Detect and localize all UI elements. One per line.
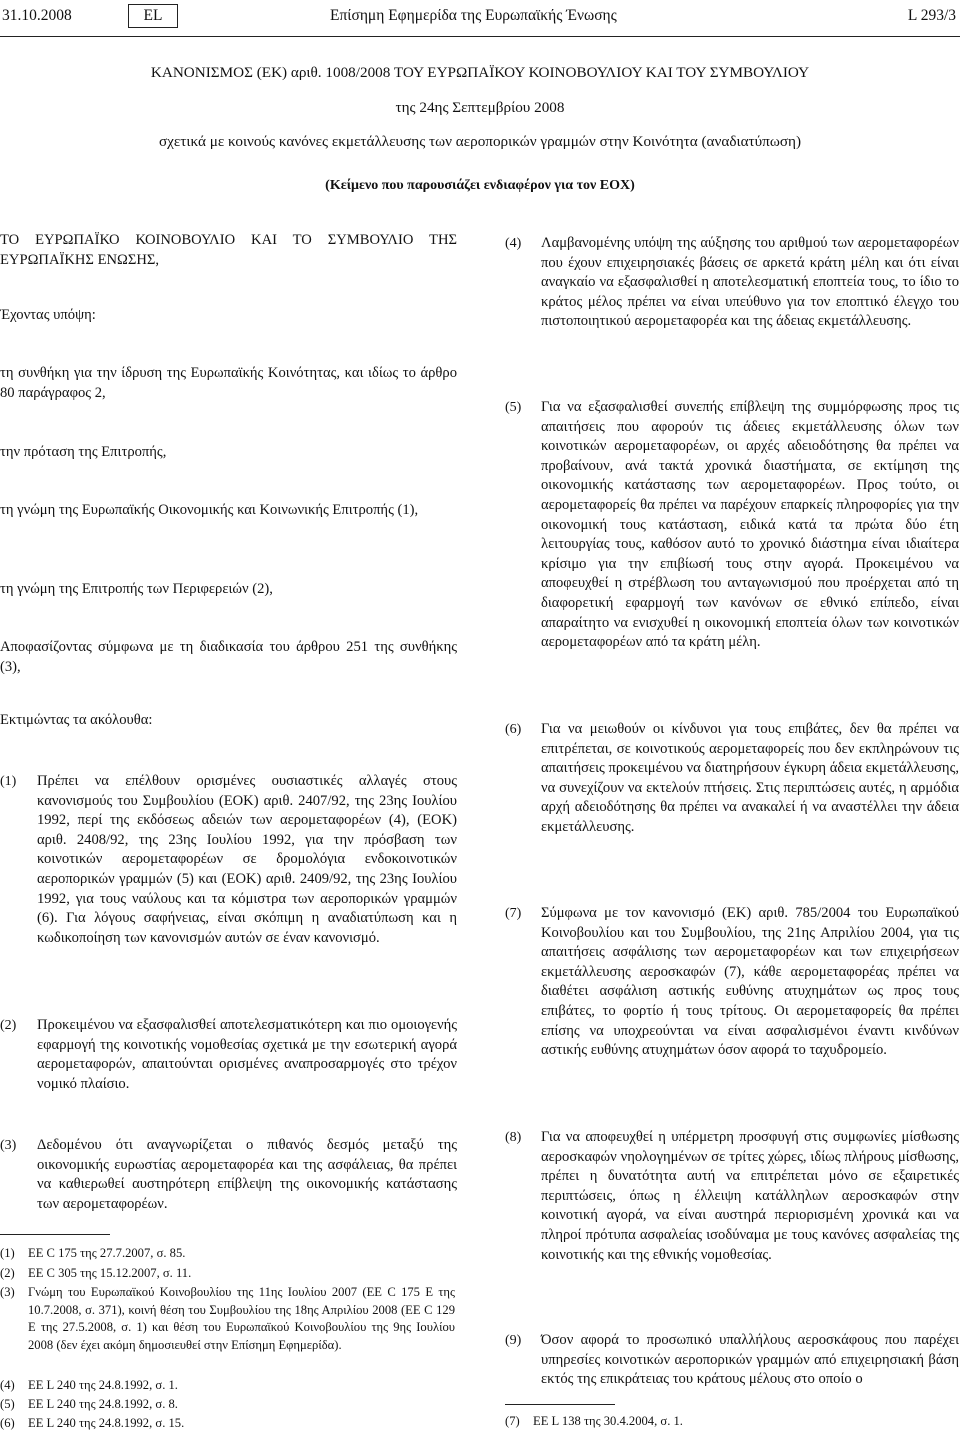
having-regard: Έχοντας υπόψη: [0, 307, 96, 323]
footnote-rule [505, 1404, 615, 1405]
eea-relevance: (Κείμενο που παρουσιάζει ενδιαφέρον για τον ΕΟΧ) [325, 178, 635, 193]
recital-number: (4) [505, 236, 522, 251]
recital-text: Δεδομένου ότι αναγνωρίζεται ο πιθανός δεσμός μεταξύ της οικονομικής ευρωστίας αερομεταφορέα και της ασφάλειας, θα πρέπει να καθιερωθεί αυστηρότερη επίβλεψη της οικονομικής κατάστασης των αερομεταφορέων. [37, 1137, 457, 1212]
footnote-2: (2) ΕΕ C 305 της 15.12.2007, σ. 11. [0, 1266, 192, 1280]
left-column [0, 0, 457, 1435]
footnote-rule [0, 1234, 110, 1235]
citation-eesc: τη γνώμη της Ευρωπαϊκής Οικονομικής και Κοινωνικής Επιτροπής (1), [0, 502, 419, 518]
language-badge: EL [128, 4, 178, 28]
recital-text: Πρέπει να επέλθουν ορισμένες ουσιαστικές αλλαγές στους κανονισμούς του Συμβουλίου (ΕΟΚ) αριθ. 2407/92, της 23ης Ιουλίου 1992, περί της εκδόσεως αδειών των αερομεταφορέων (4), (ΕΟΚ) αριθ. 2408/92, της 23ης Ιουλίου 1992, για την πρόσβαση των κοινοτικών αερομεταφορέων σε δρομολόγια ενδοκοινοτικών αεροπορικών γραμμών (5) και (ΕΟΚ) αριθ. 2409/92, της 23ης Ιουλίου 1992, για τους ναύλους και τα κόμιστρα των αεροπορικών γραμμών (6). Για λόγους σαφήνειας, είναι σκόπιμη η αναδιατύπωση και η κωδικοποίηση των κανονισμών αυτών σε έναν κανονισμό. [37, 773, 457, 946]
citation-cor: τη γνώμη της Επιτροπής των Περιφερειών (2), [0, 581, 273, 597]
recital-number: (6) [505, 722, 522, 737]
recital-number: (8) [505, 1130, 522, 1145]
citation-procedure: Αποφασίζοντας σύμφωνα με τη διαδικασία του άρθρου 251 της συνθήκης (3), [0, 639, 457, 675]
recital-number: (7) [505, 906, 522, 921]
footnote-7: (7) ΕΕ L 138 της 30.4.2004, σ. 1. [505, 1414, 683, 1428]
footnote-4: (4) ΕΕ L 240 της 24.8.1992, σ. 1. [0, 1378, 178, 1392]
recital-text: Για να αποφευχθεί η υπέρμετρη προσφυγή στις συμφωνίες μίσθωσης αεροσκαφών νηολογημένων σε τρίτες χώρες, ιδίως πλήρους μίσθωσης, πρέπει η δυνατότητα αυτή να επιτρέπεται μόνο σε εξαιρετικές περιπτώσεις, όπως η έλλειψη κατάλληλων αεροσκαφών στην κοινοτική αγορά, να είναι αυστηρά περιορισμένη χρονικά και να πληροί πρότυπα ασφαλείας ισοδύναμα με τους κανόνες ασφαλείας της κοινοτικής και της εθνικής νομοθεσίας. [541, 1129, 959, 1263]
recital-number: (1) [0, 774, 17, 789]
publication-date: 31.10.2008 [2, 7, 72, 24]
page-reference: L 293/3 [907, 7, 956, 24]
preamble-intro: ΤΟ ΕΥΡΩΠΑΪΚΟ ΚΟΙΝΟΒΟΥΛΙΟ ΚΑΙ ΤΟ ΣΥΜΒΟΥΛΙΟ ΤΗΣ ΕΥΡΩΠΑΪΚΗΣ ΕΝΩΣΗΣ, [0, 232, 457, 268]
recital-text: Λαμβανομένης υπόψη της αύξησης του αριθμού των αερομεταφορέων που έχουν επιχειρησιακές βάσεις σε αρκετά κράτη μέλη και ότι είναι αναγκαίο να εξασφαλισθεί η αποτελεσματική εποπτεία τους, το ίδιο το κράτος μέλος πρέπει να είναι υπεύθυνο για τον εποπτικό έλεγχο του πιστοποιητικού αερομεταφορέα και της άδειας εκμετάλλευσης. [541, 235, 959, 330]
recital-text: Προκειμένου να εξασφαλισθεί αποτελεσματικότερη και πιο ομοιογενής εφαρμογή της κοινοτικής νομοθεσίας σχετικά με την εσωτερική αγορά αερομεταφορών, απαιτούνται ορισμένες αναπροσαρμογές στο τρέχον νομικό πλαίσιο. [37, 1017, 457, 1092]
recital-text: Όσον αφορά το προσωπικό υπαλλήλους αεροσκάφους που παρέχει υπηρεσίες κοινοτικών αεροπορικών γραμμών από επιχειρησιακή βάση εκτός της επικράτειας του κράτους μέλους στο οποίο ο [541, 1332, 959, 1388]
recital-text: Σύμφωνα με τον κανονισμό (ΕΚ) αριθ. 785/2004 του Ευρωπαϊκού Κοινοβουλίου και του Συμβουλίου, της 21ης Απριλίου 2004, για τις απαιτήσεις ασφάλισης των αερομεταφορέων και των επιχειρήσεων εκμετάλλευσης αεροσκαφών (7), κάθε αερομεταφορέας πρέπει να διαθέτει ασφάλιση αστικής ευθύνης ατυχημάτων ως προς τους επιβάτες, το φορτίο ή τους τρίτους. Οι αερομεταφορείς θα πρέπει επίσης να υποχρεούνται να είναι ασφαλισμένοι έναντι κινδύνων αστικής ευθύνης ατυχημάτων όσον αφορά το ταχυδρομείο. [541, 905, 959, 1059]
citation-treaty: τη συνθήκη για την ίδρυση της Ευρωπαϊκής Κοινότητας, και ιδίως το άρθρο 80 παράγραφος 2, [0, 365, 457, 401]
footnote-6: (6) ΕΕ L 240 της 24.8.1992, σ. 15. [0, 1416, 185, 1430]
recital-number: (3) [0, 1138, 17, 1153]
recital-number: (2) [0, 1018, 17, 1033]
footnote-5: (5) ΕΕ L 240 της 24.8.1992, σ. 8. [0, 1397, 178, 1411]
recital-number: (5) [505, 400, 522, 415]
regulation-date: της 24ης Σεπτεμβρίου 2008 [395, 99, 565, 116]
whereas-heading: Εκτιμώντας τα ακόλουθα: [0, 712, 153, 728]
journal-title: Επίσημη Εφημερίδα της Ευρωπαϊκής Ένωσης [330, 7, 617, 24]
footnote-3: (3) Γνώμη του Ευρωπαϊκού Κοινοβουλίου της 11ης Ιουλίου 2007 (ΕΕ C 175 Ε της 10.7.2008, σ. 371), κοινή θέση του Συμβουλίου της 18ης Απριλίου 2008 (ΕΕ C 129 Ε της 27.5.2008, σ. 1) και θέση του Ευρωπαϊκού Κοινοβουλίου της 9ης Ιουλίου 2008 (δεν έχει ακόμη δημοσιευθεί στην Επίσημη Εφημερίδα). [0, 1285, 455, 1352]
citation-proposal: την πρόταση της Επιτροπής, [0, 444, 167, 460]
right-column [505, 0, 959, 1435]
recital-text: Για να μειωθούν οι κίνδυνοι για τους επιβάτες, δεν θα πρέπει να επιτρέπεται, σε κοινοτικούς αερομεταφορείς που δεν εκπληρώνουν τις απαιτήσεις προκειμένου να διατηρήσουν έγκυρη άδεια εκμετάλλευσης, να συνεχίζουν να εκτελούν πτήσεις. Στις περιπτώσεις αυτές, η αρμόδια αρχή αδειοδότησης θα πρέπει να ανακαλεί ή να αναστέλλει την άδεια εκμετάλλευσης. [541, 721, 959, 835]
regulation-title: ΚΑΝΟΝΙΣΜΟΣ (ΕΚ) αριθ. 1008/2008 ΤΟΥ ΕΥΡΩΠΑΪΚΟΥ ΚΟΙΝΟΒΟΥΛΙΟΥ ΚΑΙ ΤΟΥ ΣΥΜΒΟΥΛΙΟΥ [150, 64, 810, 81]
recital-text: Για να εξασφαλισθεί συνεπής επίβλεψη της συμμόρφωσης προς τις απαιτήσεις που αφορούν τις άδειες εκμετάλλευσης όλων των κοινοτικών αερομεταφορέων, οι αρχές αδειοδότησης θα πρέπει να προβαίνουν, ανά τακτά χρονικά διαστήματα, σε εκτίμηση της οικονομικής κατάστασης των αερομεταφορέων. Προς τούτο, οι αερομεταφορείς θα πρέπει να παρέχουν επαρκείς πληροφορίες για την οικονομική τους κατάσταση, ειδικά κατά τα πρώτα δύο έτη λειτουργίας τους, καθόσον αυτό το χρονικό διάστημα είναι ιδιαίτερα κρίσιμο για την επιβίωσή τους στην αγορά. Προκειμένου να αποφευχθεί η στρέβλωση του ανταγωνισμού που προέρχεται από τη διαφορετική εφαρμογή των κανόνων σε εθνικό επίπεδο, είναι απαραίτητο να ενισχυθεί η οικονομική εποπτεία όλων των κοινοτικών αερομεταφορέων από τα κράτη μέλη. [541, 399, 959, 651]
regulation-subject: σχετικά με κοινούς κανόνες εκμετάλλευσης των αεροπορικών γραμμών στην Κοινότητα (αναδιατύπωση) [158, 133, 802, 150]
footnote-1: (1) ΕΕ C 175 της 27.7.2007, σ. 85. [0, 1246, 186, 1260]
recital-number: (9) [505, 1333, 522, 1348]
